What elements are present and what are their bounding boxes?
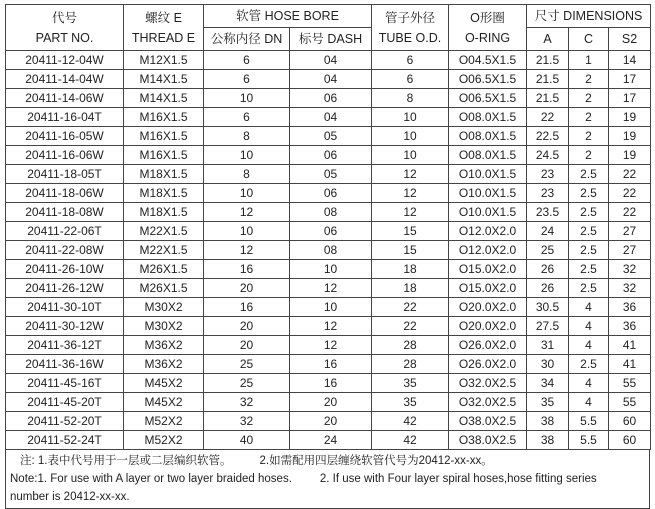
thread-cell: M26X1.5 — [124, 260, 204, 279]
tube-od-cell: 10 — [372, 146, 449, 165]
s2-cell: 36 — [609, 298, 651, 317]
table-row — [6, 374, 651, 393]
table-row — [6, 279, 651, 298]
dn-cell: 20 — [204, 317, 290, 336]
s2-cell: 60 — [609, 412, 651, 431]
oring-cell: O26.0X2.0 — [449, 355, 527, 374]
part-no-cell: 20411-18-06W — [6, 184, 124, 203]
thread-cell: M16X1.5 — [124, 146, 204, 165]
s2-cell: 32 — [609, 260, 651, 279]
part-no-cell: 20411-14-06W — [6, 89, 124, 108]
oring-cn: O形圈 — [470, 10, 505, 25]
a-cell: 21.5 — [527, 89, 569, 108]
dn-cell: 20 — [204, 336, 290, 355]
note-en-2: 2. If use with Four layer spiral hoses,hose fitting series — [319, 473, 597, 485]
col-tube-od — [372, 5, 449, 51]
dash-cell: 12 — [290, 336, 372, 355]
a-cell: 23 — [527, 184, 569, 203]
a-cell: 30.5 — [527, 298, 569, 317]
c-cell: 1 — [569, 51, 609, 70]
s2-cell: 41 — [609, 336, 651, 355]
col-a: A — [527, 28, 569, 51]
dn-cell: 16 — [204, 298, 290, 317]
col-c: C — [569, 28, 609, 51]
table-row — [6, 336, 651, 355]
a-cell: 31 — [527, 336, 569, 355]
dash-cell: 06 — [290, 146, 372, 165]
oring-cell: O08.0X1.5 — [449, 108, 527, 127]
col-dimensions: 尺寸 DIMENSIONS — [527, 5, 651, 28]
oring-cell: O15.0X2.0 — [449, 279, 527, 298]
oring-cell: O38.0X2.5 — [449, 412, 527, 431]
part-no-cell: 20411-30-12W — [6, 317, 124, 336]
dn-cell: 16 — [204, 260, 290, 279]
s2-cell: 22 — [609, 203, 651, 222]
c-cell: 2.5 — [569, 260, 609, 279]
dn-cell: 8 — [204, 165, 290, 184]
dash-cell: 12 — [290, 279, 372, 298]
dn-cell: 32 — [204, 393, 290, 412]
oring-cell: O06.5X1.5 — [449, 89, 527, 108]
note-en-1: Note:1. For use with A layer or two layer braided hoses. — [10, 473, 292, 485]
dash-cell: 20 — [290, 412, 372, 431]
table-row — [6, 70, 651, 89]
part-no-cell: 20411-36-16W — [6, 355, 124, 374]
dn-cell: 10 — [204, 184, 290, 203]
col-part-no — [6, 5, 124, 51]
c-cell: 2 — [569, 108, 609, 127]
oring-cell: O08.0X1.5 — [449, 127, 527, 146]
s2-cell: 17 — [609, 89, 651, 108]
dash-cell: 20 — [290, 393, 372, 412]
c-cell: 2 — [569, 89, 609, 108]
tube-od-cell: 12 — [372, 184, 449, 203]
oring-cell: O38.0X2.5 — [449, 431, 527, 450]
col-s2: S2 — [609, 28, 651, 51]
tube-od-cell: 42 — [372, 431, 449, 450]
a-cell: 23 — [527, 165, 569, 184]
dn-cell: 10 — [204, 146, 290, 165]
s2-cell: 27 — [609, 241, 651, 260]
thread-cell: M45X2 — [124, 393, 204, 412]
a-cell: 26 — [527, 279, 569, 298]
dn-cell: 25 — [204, 355, 290, 374]
part-no-cell: 20411-16-06W — [6, 146, 124, 165]
notes-cn — [6, 452, 649, 470]
c-cell: 2.5 — [569, 165, 609, 184]
notes — [5, 450, 650, 509]
dn-cell: 6 — [204, 51, 290, 70]
oring-cell: O10.0X1.5 — [449, 203, 527, 222]
a-cell: 34 — [527, 374, 569, 393]
s2-cell: 55 — [609, 374, 651, 393]
tube-od-cell: 12 — [372, 203, 449, 222]
oring-cell: O20.0X2.0 — [449, 298, 527, 317]
dash-cell: 05 — [290, 165, 372, 184]
oring-cell: O04.5X1.5 — [449, 51, 527, 70]
part-no-cell: 20411-16-04T — [6, 108, 124, 127]
col-oring — [449, 5, 527, 51]
table-row — [6, 241, 651, 260]
col-thread — [124, 5, 204, 51]
part-no-cell: 20411-16-05W — [6, 127, 124, 146]
part-no-cell: 20411-12-04W — [6, 51, 124, 70]
table-row — [6, 431, 651, 450]
c-cell: 2 — [569, 146, 609, 165]
c-cell: 2 — [569, 70, 609, 89]
thread-cell: M14X1.5 — [124, 70, 204, 89]
part-no-cell: 20411-45-16T — [6, 374, 124, 393]
dn-cell: 12 — [204, 203, 290, 222]
col-dn: 公称内径 DN — [204, 28, 290, 51]
dash-cell: 24 — [290, 431, 372, 450]
s2-cell: 17 — [609, 70, 651, 89]
fitting-spec-table — [5, 4, 651, 450]
dash-cell: 04 — [290, 70, 372, 89]
c-cell: 4 — [569, 393, 609, 412]
tube-od-cell: 10 — [372, 108, 449, 127]
thread-cell: M30X2 — [124, 317, 204, 336]
table-row — [6, 355, 651, 374]
c-cell: 2.5 — [569, 355, 609, 374]
part-no-cn: 代号 — [51, 10, 77, 25]
note-en-3: number is 20412-xx-xx. — [10, 491, 130, 503]
a-cell: 24 — [527, 222, 569, 241]
thread-cell: M45X2 — [124, 374, 204, 393]
dash-cell: 04 — [290, 51, 372, 70]
dn-cell: 10 — [204, 89, 290, 108]
dn-cell: 8 — [204, 127, 290, 146]
s2-cell: 27 — [609, 222, 651, 241]
c-cell: 2.5 — [569, 203, 609, 222]
thread-cn: 螺纹 E — [145, 10, 182, 25]
dn-cell: 25 — [204, 374, 290, 393]
dn-cell: 6 — [204, 108, 290, 127]
dash-cell: 16 — [290, 374, 372, 393]
table-row — [6, 317, 651, 336]
table-row — [6, 89, 651, 108]
thread-cell: M14X1.5 — [124, 89, 204, 108]
thread-cell: M22X1.5 — [124, 222, 204, 241]
a-cell: 22.5 — [527, 127, 569, 146]
s2-cell: 60 — [609, 431, 651, 450]
oring-cell: O15.0X2.0 — [449, 260, 527, 279]
c-cell: 2.5 — [569, 279, 609, 298]
part-no-cell: 20411-18-08W — [6, 203, 124, 222]
c-cell: 4 — [569, 374, 609, 393]
tube-od-cell: 8 — [372, 89, 449, 108]
c-cell: 5.5 — [569, 431, 609, 450]
thread-cell: M26X1.5 — [124, 279, 204, 298]
oring-cell: O12.0X2.0 — [449, 241, 527, 260]
dash-cell: 05 — [290, 127, 372, 146]
s2-cell: 32 — [609, 279, 651, 298]
oring-cell: O32.0X2.5 — [449, 393, 527, 412]
dash-cell: 08 — [290, 203, 372, 222]
table-row — [6, 260, 651, 279]
note-cn-1: 注: 1.表中代号用于一层或二层编织软管。 — [20, 455, 232, 467]
s2-cell: 55 — [609, 393, 651, 412]
spec-sheet — [5, 4, 650, 509]
a-cell: 21.5 — [527, 51, 569, 70]
thread-cell: M22X1.5 — [124, 241, 204, 260]
thread-cell: M30X2 — [124, 298, 204, 317]
dash-cell: 12 — [290, 317, 372, 336]
thread-cell: M12X1.5 — [124, 51, 204, 70]
a-cell: 30 — [527, 355, 569, 374]
a-cell: 26 — [527, 260, 569, 279]
c-cell: 2 — [569, 127, 609, 146]
part-no-cell: 20411-30-10T — [6, 298, 124, 317]
dn-cell: 6 — [204, 70, 290, 89]
dash-cell: 06 — [290, 89, 372, 108]
tube-en: TUBE O.D. — [378, 30, 442, 45]
s2-cell: 19 — [609, 146, 651, 165]
tube-od-cell: 18 — [372, 260, 449, 279]
thread-cell: M52X2 — [124, 431, 204, 450]
part-no-cell: 20411-52-24T — [6, 431, 124, 450]
thread-en: THREAD E — [131, 30, 196, 45]
a-cell: 24.5 — [527, 146, 569, 165]
a-cell: 38 — [527, 412, 569, 431]
c-cell: 2.5 — [569, 184, 609, 203]
part-no-cell: 20411-18-05T — [6, 165, 124, 184]
dash-cell: 10 — [290, 298, 372, 317]
c-cell: 4 — [569, 298, 609, 317]
a-cell: 22 — [527, 108, 569, 127]
thread-cell: M36X2 — [124, 355, 204, 374]
a-cell: 38 — [527, 431, 569, 450]
part-no-cell: 20411-36-12T — [6, 336, 124, 355]
oring-cell: O10.0X1.5 — [449, 184, 527, 203]
dash-cell: 08 — [290, 241, 372, 260]
c-cell: 4 — [569, 336, 609, 355]
tube-od-cell: 42 — [372, 412, 449, 431]
table-row — [6, 146, 651, 165]
tube-od-cell: 15 — [372, 241, 449, 260]
a-cell: 23.5 — [527, 203, 569, 222]
dn-cell: 32 — [204, 412, 290, 431]
thread-cell: M16X1.5 — [124, 127, 204, 146]
notes-en-cont — [6, 488, 649, 506]
tube-od-cell: 10 — [372, 127, 449, 146]
table-row — [6, 222, 651, 241]
tube-od-cell: 28 — [372, 355, 449, 374]
tube-od-cell: 22 — [372, 298, 449, 317]
tube-od-cell: 6 — [372, 51, 449, 70]
s2-cell: 19 — [609, 127, 651, 146]
table-row — [6, 412, 651, 431]
tube-od-cell: 35 — [372, 374, 449, 393]
dn-cell: 40 — [204, 431, 290, 450]
table-row — [6, 393, 651, 412]
part-no-cell: 20411-26-12W — [6, 279, 124, 298]
oring-cell: O10.0X1.5 — [449, 165, 527, 184]
a-cell: 27.5 — [527, 317, 569, 336]
dash-cell: 06 — [290, 222, 372, 241]
col-hose-bore: 软管 HOSE BORE — [204, 5, 372, 28]
table-row — [6, 298, 651, 317]
col-dash: 标号 DASH — [290, 28, 372, 51]
s2-cell: 22 — [609, 184, 651, 203]
part-no-en: PART NO. — [35, 30, 94, 45]
c-cell: 4 — [569, 317, 609, 336]
dn-cell: 12 — [204, 241, 290, 260]
dash-cell: 06 — [290, 184, 372, 203]
tube-od-cell: 15 — [372, 222, 449, 241]
dash-cell: 10 — [290, 260, 372, 279]
oring-cell: O08.0X1.5 — [449, 146, 527, 165]
s2-cell: 41 — [609, 355, 651, 374]
a-cell: 35 — [527, 393, 569, 412]
part-no-cell: 20411-14-04W — [6, 70, 124, 89]
oring-cell: O12.0X2.0 — [449, 222, 527, 241]
part-no-cell: 20411-52-20T — [6, 412, 124, 431]
tube-od-cell: 35 — [372, 393, 449, 412]
dn-cell: 20 — [204, 279, 290, 298]
tube-od-cell: 12 — [372, 165, 449, 184]
part-no-cell: 20411-22-06T — [6, 222, 124, 241]
thread-cell: M18X1.5 — [124, 184, 204, 203]
oring-cell: O32.0X2.5 — [449, 374, 527, 393]
tube-od-cell: 22 — [372, 317, 449, 336]
part-no-cell: 20411-45-20T — [6, 393, 124, 412]
c-cell: 2.5 — [569, 241, 609, 260]
tube-od-cell: 28 — [372, 336, 449, 355]
table-row — [6, 203, 651, 222]
s2-cell: 14 — [609, 51, 651, 70]
oring-cell: O06.5X1.5 — [449, 70, 527, 89]
tube-od-cell: 18 — [372, 279, 449, 298]
thread-cell: M18X1.5 — [124, 203, 204, 222]
notes-en — [6, 470, 649, 488]
thread-cell: M52X2 — [124, 412, 204, 431]
s2-cell: 36 — [609, 317, 651, 336]
oring-cell: O26.0X2.0 — [449, 336, 527, 355]
table-row — [6, 127, 651, 146]
dn-cell: 10 — [204, 222, 290, 241]
table-row — [6, 51, 651, 70]
a-cell: 21.5 — [527, 70, 569, 89]
thread-cell: M36X2 — [124, 336, 204, 355]
dash-cell: 16 — [290, 355, 372, 374]
table-row — [6, 165, 651, 184]
tube-cn: 管子外径 — [385, 10, 436, 25]
dash-cell: 04 — [290, 108, 372, 127]
oring-cell: O20.0X2.0 — [449, 317, 527, 336]
c-cell: 5.5 — [569, 412, 609, 431]
tube-od-cell: 6 — [372, 70, 449, 89]
note-cn-2: 2.如需配用四层缠绕软管代号为20412-xx-xx。 — [259, 455, 493, 467]
oring-en: O-RING — [464, 30, 511, 45]
thread-cell: M18X1.5 — [124, 165, 204, 184]
s2-cell: 19 — [609, 108, 651, 127]
thread-cell: M16X1.5 — [124, 108, 204, 127]
a-cell: 25 — [527, 241, 569, 260]
table-body — [6, 51, 651, 450]
table-row — [6, 184, 651, 203]
part-no-cell: 20411-22-08W — [6, 241, 124, 260]
table-row — [6, 108, 651, 127]
part-no-cell: 20411-26-10W — [6, 260, 124, 279]
s2-cell: 22 — [609, 165, 651, 184]
c-cell: 2.5 — [569, 222, 609, 241]
